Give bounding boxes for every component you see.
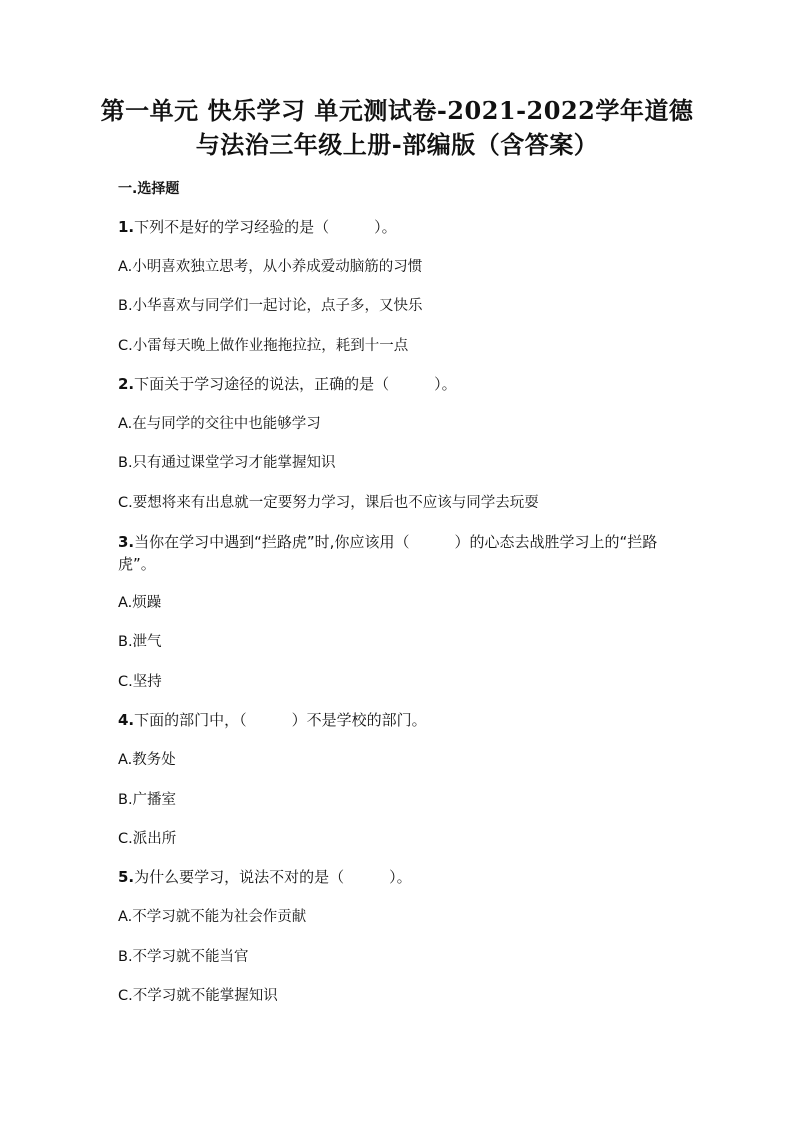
- question-3-option-a: A.烦躁: [118, 595, 162, 611]
- question-5-option-b: B.不学习就不能当官: [118, 949, 249, 965]
- question-text: 下面的部门中，（ ）不是学校的部门。: [134, 711, 427, 729]
- question-text: 当你在学习中遇到“拦路虎”时,你应该用（ ）的心态去战胜学习上的“拦路虎”。: [118, 533, 658, 573]
- question-text: 为什么要学习，说法不对的是（ ）。: [134, 868, 412, 886]
- question-5: [118, 866, 698, 888]
- question-1-option-a: A.小明喜欢独立思考，从小养成爱动脑筋的习惯: [118, 259, 423, 275]
- question-4-option-b: B.广播室: [118, 792, 177, 808]
- question-3: [118, 531, 684, 575]
- question-number: 4.: [118, 711, 135, 729]
- question-text: 下面关于学习途径的说法，正确的是（ ）。: [134, 375, 457, 393]
- question-5-option-c: C.不学习就不能掌握知识: [118, 988, 278, 1004]
- question-number: 2.: [118, 375, 135, 393]
- question-4-option-c: C.派出所: [118, 831, 177, 847]
- question-2-option-c: C.要想将来有出息就一定要努力学习，课后也不应该与同学去玩耍: [118, 495, 539, 511]
- question-1: [118, 216, 698, 238]
- question-4-option-a: A.教务处: [118, 752, 176, 768]
- question-number: 3.: [118, 533, 135, 551]
- title-line-1: 第一单元 快乐学习 单元测试卷-2021-2022学年道德: [100, 96, 694, 125]
- question-3-option-c: C.坚持: [118, 674, 162, 690]
- question-number: 5.: [118, 868, 135, 886]
- question-2-option-a: A.在与同学的交往中也能够学习: [118, 416, 321, 432]
- question-2: [118, 373, 698, 395]
- question-text: 下列不是好的学习经验的是（ ）。: [134, 218, 397, 236]
- question-1-option-b: B.小华喜欢与同学们一起讨论，点子多，又快乐: [118, 298, 423, 314]
- document-title: [100, 94, 694, 162]
- question-1-option-c: C.小雷每天晚上做作业拖拖拉拉，耗到十一点: [118, 338, 409, 354]
- question-3-option-b: B.泄气: [118, 634, 162, 650]
- question-number: 1.: [118, 218, 135, 236]
- question-2-option-b: B.只有通过课堂学习才能掌握知识: [118, 455, 336, 471]
- question-5-option-a: A.不学习就不能为社会作贡献: [118, 909, 307, 925]
- section-heading: 一.选择题: [118, 181, 180, 197]
- question-4: [118, 709, 698, 731]
- title-line-2: 与法治三年级上册-部编版（含答案）: [195, 130, 599, 159]
